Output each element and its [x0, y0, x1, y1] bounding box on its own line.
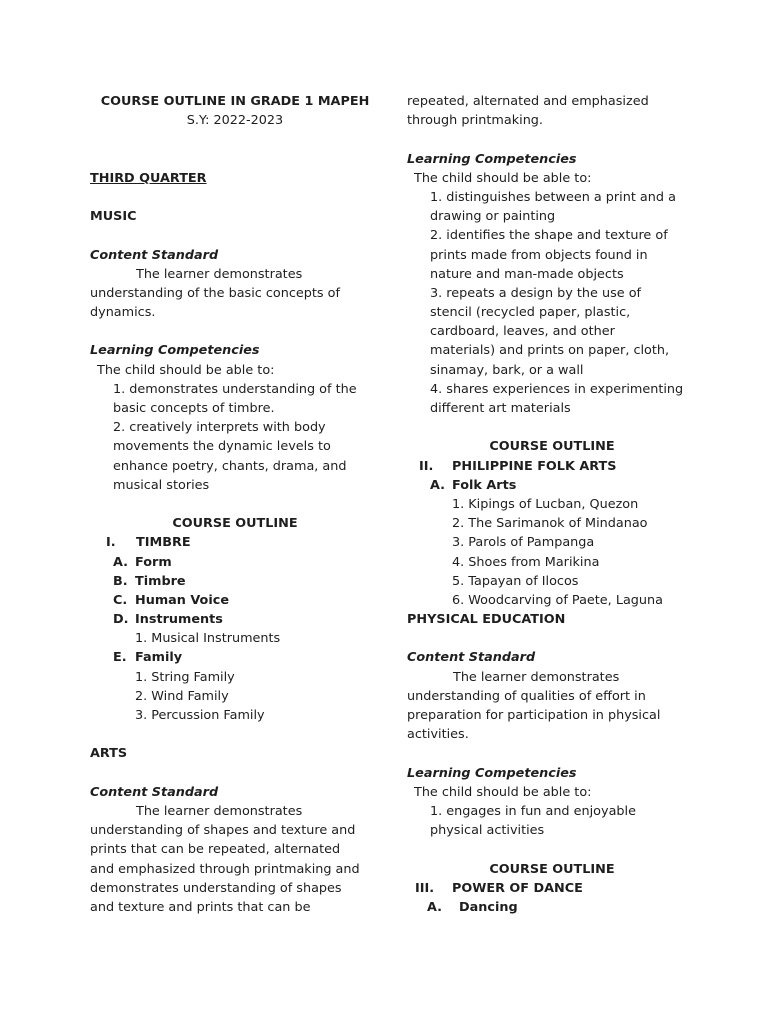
arts-heading: ARTS	[90, 746, 128, 762]
pe-outline-main	[407, 879, 697, 898]
music-content-standard-line: understanding of the basic concepts of	[90, 285, 340, 301]
arts-lc-line: 2. identifies the shape and texture of	[430, 228, 668, 244]
arts-content-standard-line: and texture and prints that can be	[90, 899, 311, 915]
outline-letter: B.	[113, 573, 128, 589]
arts-outline-subitem: 1. Kipings of Lucban, Quezon	[452, 496, 639, 512]
pe-lc-line: physical activities	[430, 823, 545, 839]
outline-label: Instruments	[135, 612, 223, 628]
arts-lc-line: nature and man-made objects	[430, 266, 624, 282]
music-outline-subitem: 1. String Family	[135, 669, 235, 685]
outline-letter: A.	[427, 899, 443, 915]
arts-content-standard-line: prints that can be repeated, alternated	[90, 842, 341, 858]
pe-heading: PHYSICAL EDUCATION	[407, 612, 566, 628]
arts-lc-line: prints made from objects found in	[430, 247, 648, 263]
document-title: COURSE OUTLINE IN GRADE 1 MAPEH	[100, 94, 370, 109]
music-outline-subitem: 1. Musical Instruments	[135, 631, 281, 647]
pe-content-standard-line: preparation for participation in physical	[407, 708, 661, 723]
quarter-heading: THIRD QUARTER	[90, 170, 207, 186]
arts-outline-subitem: 5. Tapayan of Ilocos	[452, 573, 579, 589]
music-lc-line: enhance poetry, chants, drama, and	[113, 458, 347, 474]
outline-label: Family	[135, 650, 183, 666]
outline-letter: C.	[113, 592, 128, 608]
outline-letter: D.	[113, 612, 129, 628]
school-year: S.Y: 2022-2023	[186, 113, 284, 129]
arts-outline-subitem: 6. Woodcarving of Paete, Laguna	[452, 592, 663, 608]
arts-lc-line: stencil (recycled paper, plastic,	[430, 305, 631, 321]
music-lc-intro: The child should be able to:	[97, 362, 275, 378]
music-content-standard-label: Content Standard	[90, 247, 219, 263]
music-content-standard-line: The learner demonstrates	[136, 266, 303, 282]
arts-lc-line: different art materials	[430, 401, 571, 416]
arts-lc-line: 3. repeats a design by the use of	[430, 285, 642, 301]
music-outline-main	[90, 533, 380, 552]
music-lc-line: 2. creatively interprets with body	[113, 420, 326, 436]
outline-numeral: II.	[419, 458, 434, 474]
pe-lc-line: 1. engages in fun and enjoyable	[430, 803, 636, 819]
pe-outline-item	[407, 898, 697, 917]
outline-title: PHILIPPINE FOLK ARTS	[452, 458, 617, 474]
left-column	[90, 92, 380, 917]
music-outline-item	[90, 553, 380, 572]
arts-content-standard-line: and emphasized through printmaking and	[90, 861, 360, 877]
pe-content-standard-label: Content Standard	[407, 650, 536, 666]
pe-learning-competencies-label: Learning Competencies	[407, 765, 577, 781]
pe-lc-intro: The child should be able to:	[414, 784, 592, 800]
outline-label: Timbre	[135, 573, 186, 589]
outline-label: Folk Arts	[452, 477, 517, 493]
music-outline-item	[90, 610, 380, 629]
pe-course-outline-label: COURSE OUTLINE	[489, 861, 615, 877]
music-content-standard-line: dynamics.	[90, 305, 156, 321]
arts-lc-line: materials) and prints on paper, cloth,	[430, 343, 670, 359]
music-outline-item	[90, 591, 380, 610]
outline-title: POWER OF DANCE	[452, 880, 583, 896]
pe-content-standard-line: understanding of qualities of effort in	[407, 688, 646, 704]
arts-content-standard-line: through printmaking.	[407, 113, 543, 129]
arts-outline-subitem: 2. The Sarimanok of Mindanao	[452, 516, 648, 532]
arts-lc-line: sinamay, bark, or a wall	[430, 362, 584, 378]
outline-numeral: I.	[106, 535, 116, 551]
arts-lc-line: 1. distinguishes between a print and a	[430, 189, 676, 205]
music-outline-item	[90, 648, 380, 667]
right-column	[407, 92, 697, 917]
music-lc-line: 1. demonstrates understanding of the	[113, 381, 357, 397]
pe-content-standard-line: activities.	[407, 727, 469, 743]
arts-content-standard-line: demonstrates understanding of shapes	[90, 880, 342, 896]
pe-content-standard-line: The learner demonstrates	[453, 669, 620, 685]
music-learning-competencies-label: Learning Competencies	[90, 343, 260, 359]
arts-outline-subitem: 3. Parols of Pampanga	[452, 535, 595, 551]
arts-content-standard-label: Content Standard	[90, 784, 219, 800]
arts-outline-subitem: 4. Shoes from Marikina	[452, 554, 600, 570]
music-outline-subitem: 2. Wind Family	[135, 688, 229, 704]
outline-label: Human Voice	[135, 592, 230, 608]
music-outline-subitem: 3. Percussion Family	[135, 708, 265, 723]
music-heading: MUSIC	[90, 209, 137, 225]
outline-letter: E.	[113, 650, 127, 666]
arts-course-outline-label: COURSE OUTLINE	[489, 439, 615, 455]
music-lc-line: movements the dynamic levels to	[113, 439, 331, 455]
arts-lc-line: drawing or painting	[430, 209, 556, 225]
arts-lc-line: cardboard, leaves, and other	[430, 324, 615, 340]
arts-content-standard-line: understanding of shapes and texture and	[90, 823, 356, 839]
outline-label: Dancing	[459, 899, 518, 915]
music-outline-item	[90, 572, 380, 591]
arts-content-standard-line: repeated, alternated and emphasized	[407, 94, 649, 109]
outline-numeral: III.	[415, 880, 435, 896]
music-course-outline-label: COURSE OUTLINE	[172, 516, 298, 532]
outline-label: Form	[135, 554, 172, 570]
outline-letter: A.	[430, 477, 446, 493]
arts-outline-main	[407, 457, 697, 476]
arts-content-standard-line: The learner demonstrates	[136, 803, 303, 819]
arts-lc-line: 4. shares experiences in experimenting	[430, 381, 684, 397]
arts-lc-intro: The child should be able to:	[414, 170, 592, 186]
music-lc-line: musical stories	[113, 477, 210, 493]
outline-title: TIMBRE	[136, 535, 191, 551]
arts-outline-item	[407, 476, 697, 495]
music-lc-line: basic concepts of timbre.	[113, 401, 275, 416]
arts-learning-competencies-label: Learning Competencies	[407, 151, 577, 167]
outline-letter: A.	[113, 554, 129, 570]
